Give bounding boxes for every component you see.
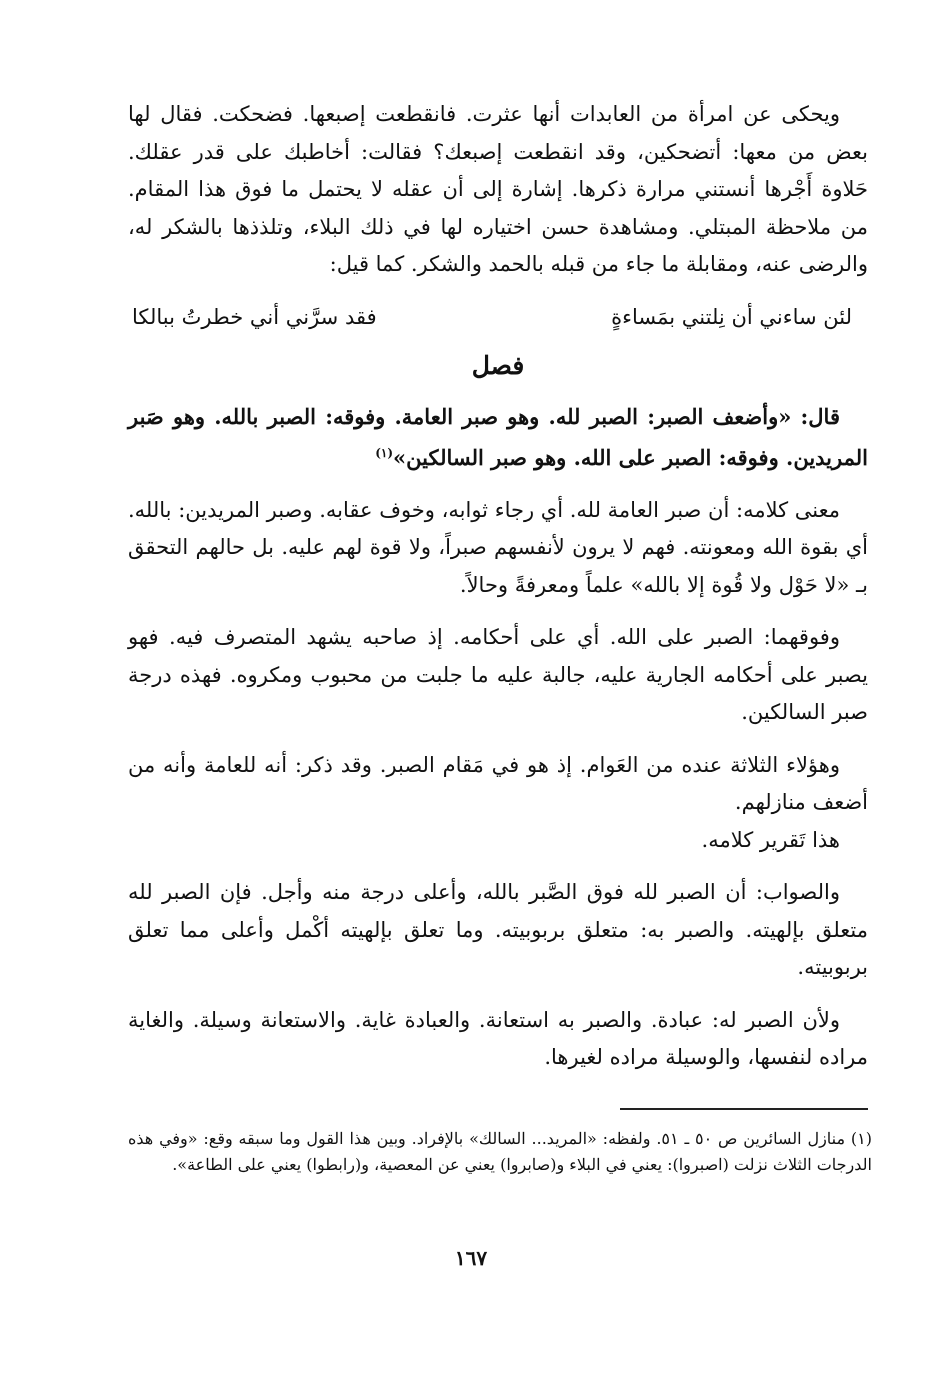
poem-second-hemistich: فقد سرَّني أني خطرتُ ببالكا (132, 304, 377, 329)
paragraph-story: ويحكى عن امرأة من العابدات أنها عثرت. فانقطعت إصبعها. فضحكت. فقال لها بعض من معها: أتضحكين، وقد انقطعت إصبعك؟ فقالت: أخاطبك على قدر عقلك. حَلاوة أَجْرها أنستني مرارة ذكرها. إشارة إلى أن عقله لا يحتمل ما فوق هذا المقام. من ملاحظة المبتلي. ومشاهدة حسن اختياره لها في ذلك البلاء، وتلذذها بالشكر له، والرضى عنه، ومقابلة ما جاء من قبله بالحمد والشكر. كما قيل: (128, 102, 868, 276)
quote-text: قال: «وأضعف الصبر: الصبر لله. وهو صبر العامة. وفوقه: الصبر بالله. وهو صَبر المريدين. وفوقه: الصبر على الله. وهو صبر السالكين» (128, 403, 868, 470)
paragraph-meaning: معنى كلامه: أن صبر العامة لله. أي رجاء ثوابه، وخوف عقابه. وصبر المريدين: بالله. أي بقوة الله ومعونته. فهم لا يرون لأنفسهم صبراً، ولا قوة لهم عليه. بل حالهم التحقق بـ «لا حَوْل ولا قُوة إلا بالله» علماً ومعرفةً وحالاً. (128, 497, 868, 597)
footnote-divider (620, 1108, 868, 1110)
paragraph-summary: هذا تَقرير كلامه. (701, 827, 840, 852)
paragraph-three-levels: وهؤلاء الثلاثة عنده من العَوام. إذ هو في مَقام الصبر. وقد ذكر: أنه للعامة وأنه من أضعف منازلهم. (128, 752, 868, 814)
section-heading: فصل (471, 350, 525, 380)
poem-verse (128, 299, 868, 336)
paragraph-conclusion: ولأن الصبر له: عبادة. والصبر به استعانة. والعبادة غاية. والاستعانة وسيلة. والغاية مراده لنفسها، والوسيلة مراده لغيرها. (128, 1007, 868, 1069)
page-body (128, 96, 868, 1092)
paragraph-above-both: وفوقهما: الصبر على الله. أي على أحكامه. إذ صاحبه يشهد المتصرف فيه. فهو يصبر على أحكامه الجارية عليه، جالبة عليه ما جلبت من محبوب ومكروه. فهذه درجة صبر السالكين. (128, 625, 868, 724)
page-number: ١٦٧ (454, 1246, 488, 1270)
footnote-marker: (١) (375, 446, 394, 460)
footnote: (١) منازل السائرين ص ٥٠ ـ ٥١. ولفظه: «المريد... السالك» بالإفراد. وبين هذا القول وما سبقه وقع: «وفي هذه الدرجات الثلاث نزلت (اصبروا): يعني في البلاء و(صابروا) يعني عن المعصية، و(رابطوا) يعني على الطاعة». (128, 1129, 873, 1174)
poem-first-hemistich: لئن ساءني أن نِلتني بمَساءةٍ (611, 304, 852, 329)
paragraph-quote (128, 398, 868, 477)
paragraph-correct-view: والصواب: أن الصبر لله فوق الصَّبر بالله، وأعلى درجة منه وأجل. فإن الصبر لله متعلق بإلهيته. والصبر به: متعلق بربوبيته. وما تعلق بإلهيته أكْمل وأعلى مما تعلق بربوبيته. (128, 880, 868, 979)
